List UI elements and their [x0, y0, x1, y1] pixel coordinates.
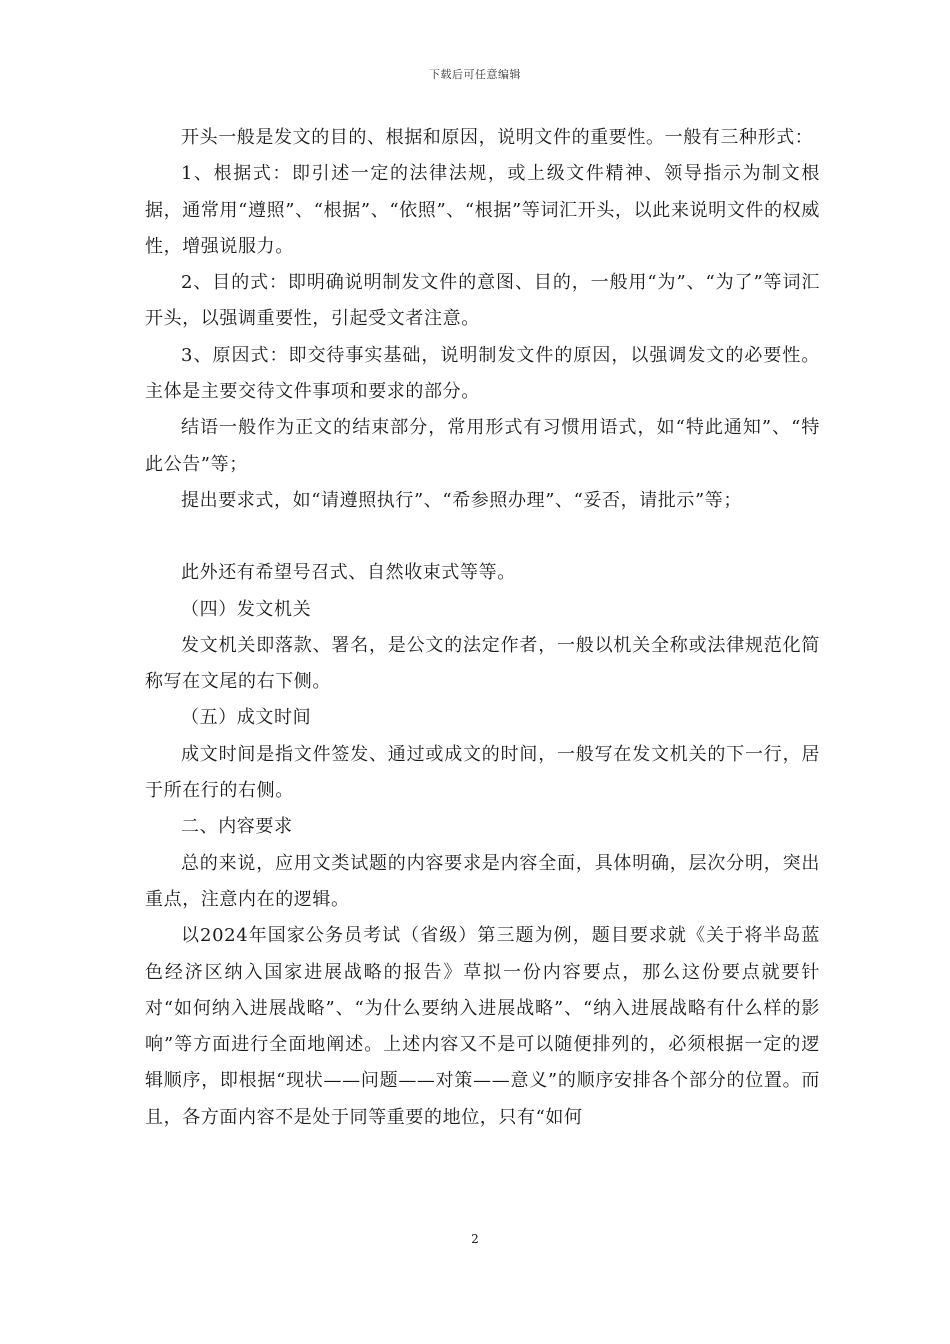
paragraph-opening: 开头一般是发文的目的、根据和原因，说明文件的重要性。一般有三种形式：: [181, 127, 814, 148]
page-header-note: 下载后可任意编辑: [429, 68, 521, 81]
paragraph-request-form: 提出要求式，如“请遵照执行”、“希参照办理”、“妥否，请批示”等；: [181, 489, 743, 511]
paragraph-basis-form: 1、根据式：即引述一定的法律法规，或上级文件精神、领导指示为制文根据，通常用“遵照”、“根据”、“依照”、“根据”等词汇开头，以此来说明文件的权威性，增强说服力。: [145, 163, 820, 257]
section-heading-content-requirements: 二、内容要求: [181, 816, 293, 838]
paragraph-reason-form: 3、原因式：即交待事实基础，说明制发文件的原因，以强调发文的必要性。主体是主要交待文件事项和要求的部分。: [145, 344, 820, 403]
section-heading-issue-date: （五）成文时间: [181, 707, 312, 729]
paragraph-issuing-authority: 发文机关即落款、署名，是公文的法定作者，一般以机关全称或法律规范化简称写在文尾的右下侧。: [145, 634, 820, 693]
paragraph-closing-phrases: 结语一般作为正文的结束部分，常用形式有习惯用语式，如“特此通知”、“特此公告”等；: [145, 417, 820, 475]
paragraph-content-requirements: 总的来说，应用文类试题的内容要求是内容全面，具体明确，层次分明，突出重点，注意内在的逻辑。: [145, 852, 820, 910]
document-body: [145, 120, 820, 1136]
page-number: 2: [471, 1232, 479, 1246]
paragraph-example: 以2024年国家公务员考试（省级）第三题为例，题目要求就《关于将半岛蓝色经济区纳入国家进展战略的报告》草拟一份内容要点，那么这份要点就要针对“如何纳入进展战略”、“为什么要纳入进展战略”、“纳入进展战略有什么样的影响”等方面进行全面地阐述。上述内容又不是可以随便排列的，必须根据一定的逻辑顺序，即根据“现状——问题——对策——意义”的顺序安排各个部分的位置。而且，各方面内容不是处于同等重要的地位，只有“如何: [145, 925, 820, 1128]
blank-line: [145, 519, 820, 555]
paragraph-issue-date: 成文时间是指文件签发、通过或成文的时间，一般写在发文机关的下一行，居于所在行的右侧。: [145, 743, 820, 802]
paragraph-other-forms: 此外还有希望号召式、自然收束式等等。: [181, 562, 516, 584]
paragraph-purpose-form: 2、目的式：即明确说明制发文件的意图、目的，一般用“为”、“为了”等词汇开头，以强调重要性，引起受文者注意。: [145, 272, 820, 330]
section-heading-issuing-authority: （四）发文机关: [181, 598, 312, 620]
